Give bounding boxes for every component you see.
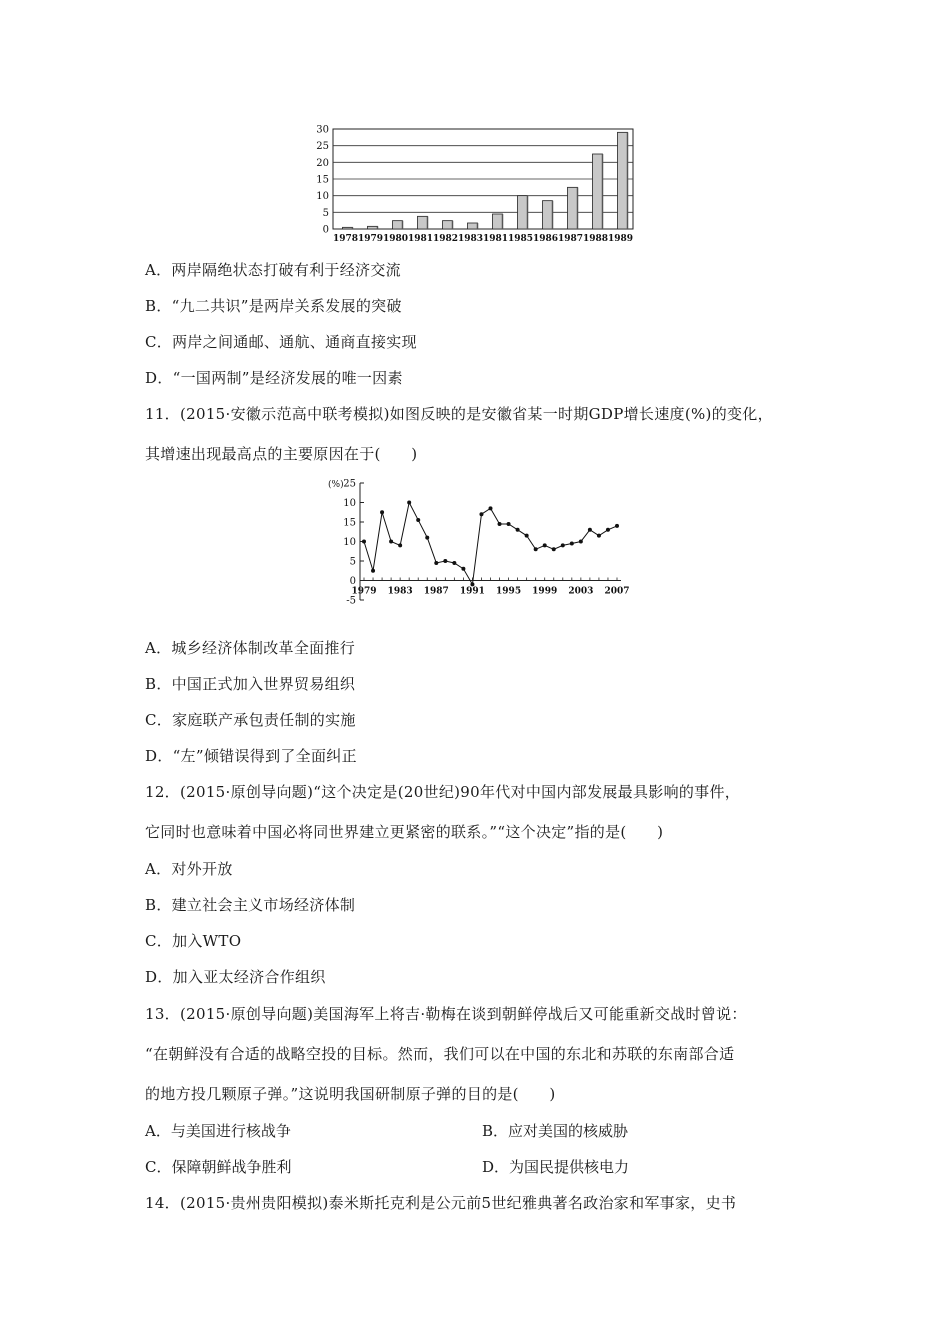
x-tick-label: 1979 [357,234,384,244]
q10-option-b: B．“九二共识”是两岸关系发展的突破 [145,297,402,315]
q11-stem-line2: 其增速出现最高点的主要原因在于( ) [145,445,418,463]
y-tick-label: -5 [346,595,356,607]
bar [468,223,478,229]
data-point [525,534,529,538]
data-point [507,522,511,526]
data-point [470,582,474,586]
series-line [364,503,617,585]
q14-stem-line1: 14．(2015·贵州贵阳模拟)泰米斯托克利是公元前5世纪雅典著名政治家和军事家，史书 [145,1194,737,1212]
y-tick-label: 15 [316,174,329,186]
bar [593,154,603,229]
data-point [516,528,520,532]
x-tick-label: 1978 [332,234,359,244]
x-tick-label: 1983 [387,586,413,597]
x-tick-label: 1989 [607,234,634,244]
data-point [389,540,393,544]
data-point [615,524,619,528]
data-point [606,528,610,532]
data-point [380,510,384,514]
y-tick-label: 25 [343,478,356,490]
data-point [461,567,465,571]
x-tick-label: 2003 [568,586,594,597]
x-tick-label: 1986 [532,234,559,244]
data-point [498,522,502,526]
data-point [479,512,483,516]
bar [418,216,428,229]
x-tick-label: 1981 [482,234,509,244]
q13-option-a: A．与美国进行核战争 [145,1122,291,1140]
y-axis-label: (%) [328,480,344,490]
y-tick-label: 25 [316,141,329,153]
q12-option-b: B．建立社会主义市场经济体制 [145,896,356,914]
x-tick-label: 1985 [507,234,534,244]
q12-option-a: A．对外开放 [145,860,233,878]
q13-stem-line1: 13．(2015·原创导向题)美国海军上将吉·勒梅在谈到朝鲜停战后又可能重新交战时曾说： [145,1005,747,1023]
data-point [371,569,375,573]
x-tick-label: 1991 [459,586,485,597]
y-tick-label: 0 [349,576,356,587]
x-tick-label: 1988 [582,234,609,244]
data-point [570,541,574,545]
x-tick-label: 1979 [351,586,377,597]
q12-stem-line2: 它同时也意味着中国必将同世界建立更紧密的联系。”“这个决定”指的是( ) [145,823,664,841]
q13-stem-line3: 的地方投几颗原子弹。”这说明我国研制原子弹的目的是( ) [145,1085,556,1103]
q10-option-a: A．两岸隔绝状态打破有利于经济交流 [145,261,401,279]
data-point [543,543,547,547]
bar [618,132,628,229]
y-tick-label: 10 [343,537,356,548]
data-point [579,540,583,544]
data-point [443,559,447,563]
q13-option-c: C．保障朝鲜战争胜利 [145,1158,292,1176]
bar-chart [300,120,650,245]
bar [343,227,353,229]
y-tick-label: 20 [316,157,329,169]
q11-option-c: C．家庭联产承包责任制的实施 [145,711,356,729]
data-point [561,543,565,547]
x-tick-label: 2007 [604,586,630,597]
data-point [362,540,366,544]
bar [518,196,528,229]
y-tick-label: 5 [322,207,329,219]
y-tick-label: 10 [316,191,329,203]
data-point [489,506,493,510]
bar [443,221,453,229]
q11-option-b: B．中国正式加入世界贸易组织 [145,675,356,693]
y-tick-label: 5 [349,556,356,568]
data-point [425,536,429,540]
x-tick-label: 1981 [407,234,434,244]
y-tick-label: 10 [343,498,356,509]
q12-option-d: D．加入亚太经济合作组织 [145,968,326,986]
q11-option-d: D．“左”倾错误得到了全面纠正 [145,747,357,765]
bar [368,226,378,229]
x-tick-label: 1980 [382,234,409,244]
data-point [416,518,420,522]
x-tick-label: 1982 [432,234,459,244]
q10-option-c: C．两岸之间通邮、通航、通商直接实现 [145,333,417,351]
y-tick-label: 30 [316,124,329,136]
bar [543,201,553,229]
q12-stem-line1: 12．(2015·原创导向题)“这个决定是(20世纪)90年代对中国内部发展最具影响的事件， [145,783,741,801]
data-point [534,547,538,551]
data-point [588,528,592,532]
x-tick-label: 1987 [423,586,449,597]
q11-stem-line1: 11．(2015·安徽示范高中联考模拟)如图反映的是安徽省某一时期GDP增长速度(%)的变化， [145,405,773,423]
bar [493,214,503,229]
q13-option-d: D．为国民提供核电力 [482,1158,630,1176]
y-tick-label: 0 [322,224,329,236]
q11-option-a: A．城乡经济体制改革全面推行 [145,639,356,657]
x-tick-label: 1999 [532,586,558,597]
x-tick-label: 1987 [557,234,584,244]
data-point [552,547,556,551]
data-point [398,543,402,547]
q10-option-d: D．“一国两制”是经济发展的唯一因素 [145,369,403,387]
data-point [597,534,601,538]
line-chart [320,475,630,610]
bar [393,221,403,229]
y-tick-label: 15 [343,517,356,529]
data-point [407,501,411,505]
x-tick-label: 1995 [496,586,522,597]
q12-option-c: C．加入WTO [145,932,242,950]
q13-stem-line2: “在朝鲜没有合适的战略空投的目标。然而，我们可以在中国的东北和苏联的东南部合适 [145,1045,735,1063]
bar [568,187,578,229]
data-point [452,561,456,565]
q13-option-b: B．应对美国的核威胁 [482,1122,629,1140]
data-point [434,561,438,565]
x-tick-label: 1983 [457,234,484,244]
